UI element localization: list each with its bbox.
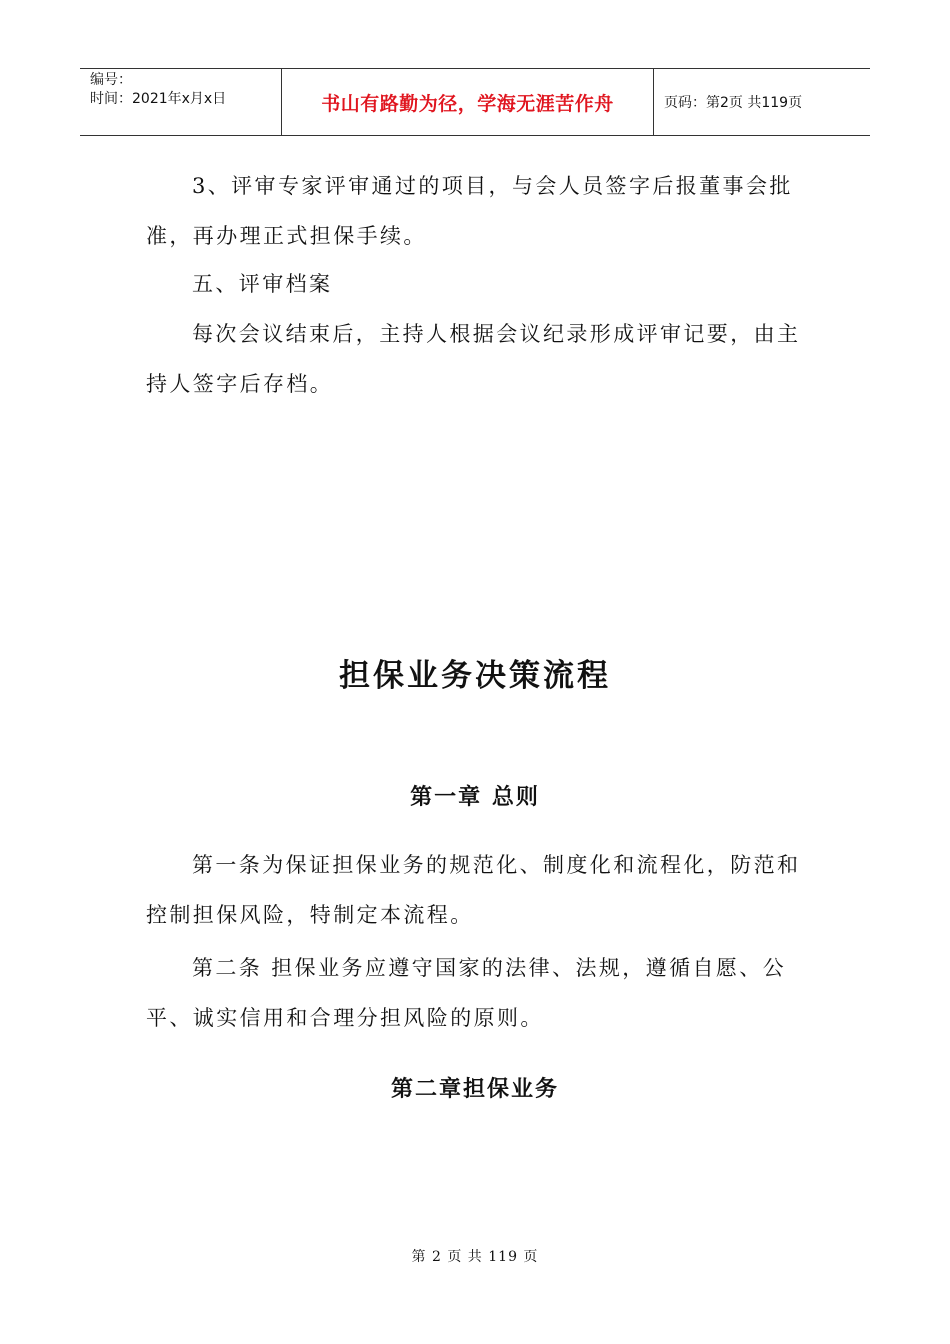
header-page-info: 页码：第2页 共119页 <box>664 95 803 111</box>
page-header <box>80 68 870 136</box>
paragraph-approval: 3、评审专家评审通过的项目，与会人员签字后报董事会批准，再办理正式担保手续。 <box>146 174 793 248</box>
chapter-heading-1: 第一章 总则 <box>410 785 540 810</box>
chapter-heading-2: 第二章担保业务 <box>390 1077 559 1102</box>
document-title: 担保业务决策流程 <box>339 658 611 694</box>
page-footer: 第 2 页 共 119 页 <box>411 1249 539 1265</box>
paragraph-archive: 每次会议结束后，主持人根据会议纪录形成评审记要，由主持人签字后存档。 <box>146 322 801 396</box>
article-1: 第一条为保证担保业务的规范化、制度化和流程化，防范和控制担保风险，特制定本流程。 <box>146 853 801 927</box>
header-motto: 书山有路勤为径，学海无涯苦作舟 <box>282 69 654 135</box>
article-2: 第二条 担保业务应遵守国家的法律、法规，遵循自愿、公平、诚实信用和合理分担风险的原则。 <box>146 956 787 1030</box>
header-meta <box>80 69 282 135</box>
section-heading-archive: 五、评审档案 <box>192 272 333 296</box>
doc-time: 时间：2021年x月x日 <box>90 91 227 107</box>
doc-number-label: 编号： <box>90 72 132 88</box>
